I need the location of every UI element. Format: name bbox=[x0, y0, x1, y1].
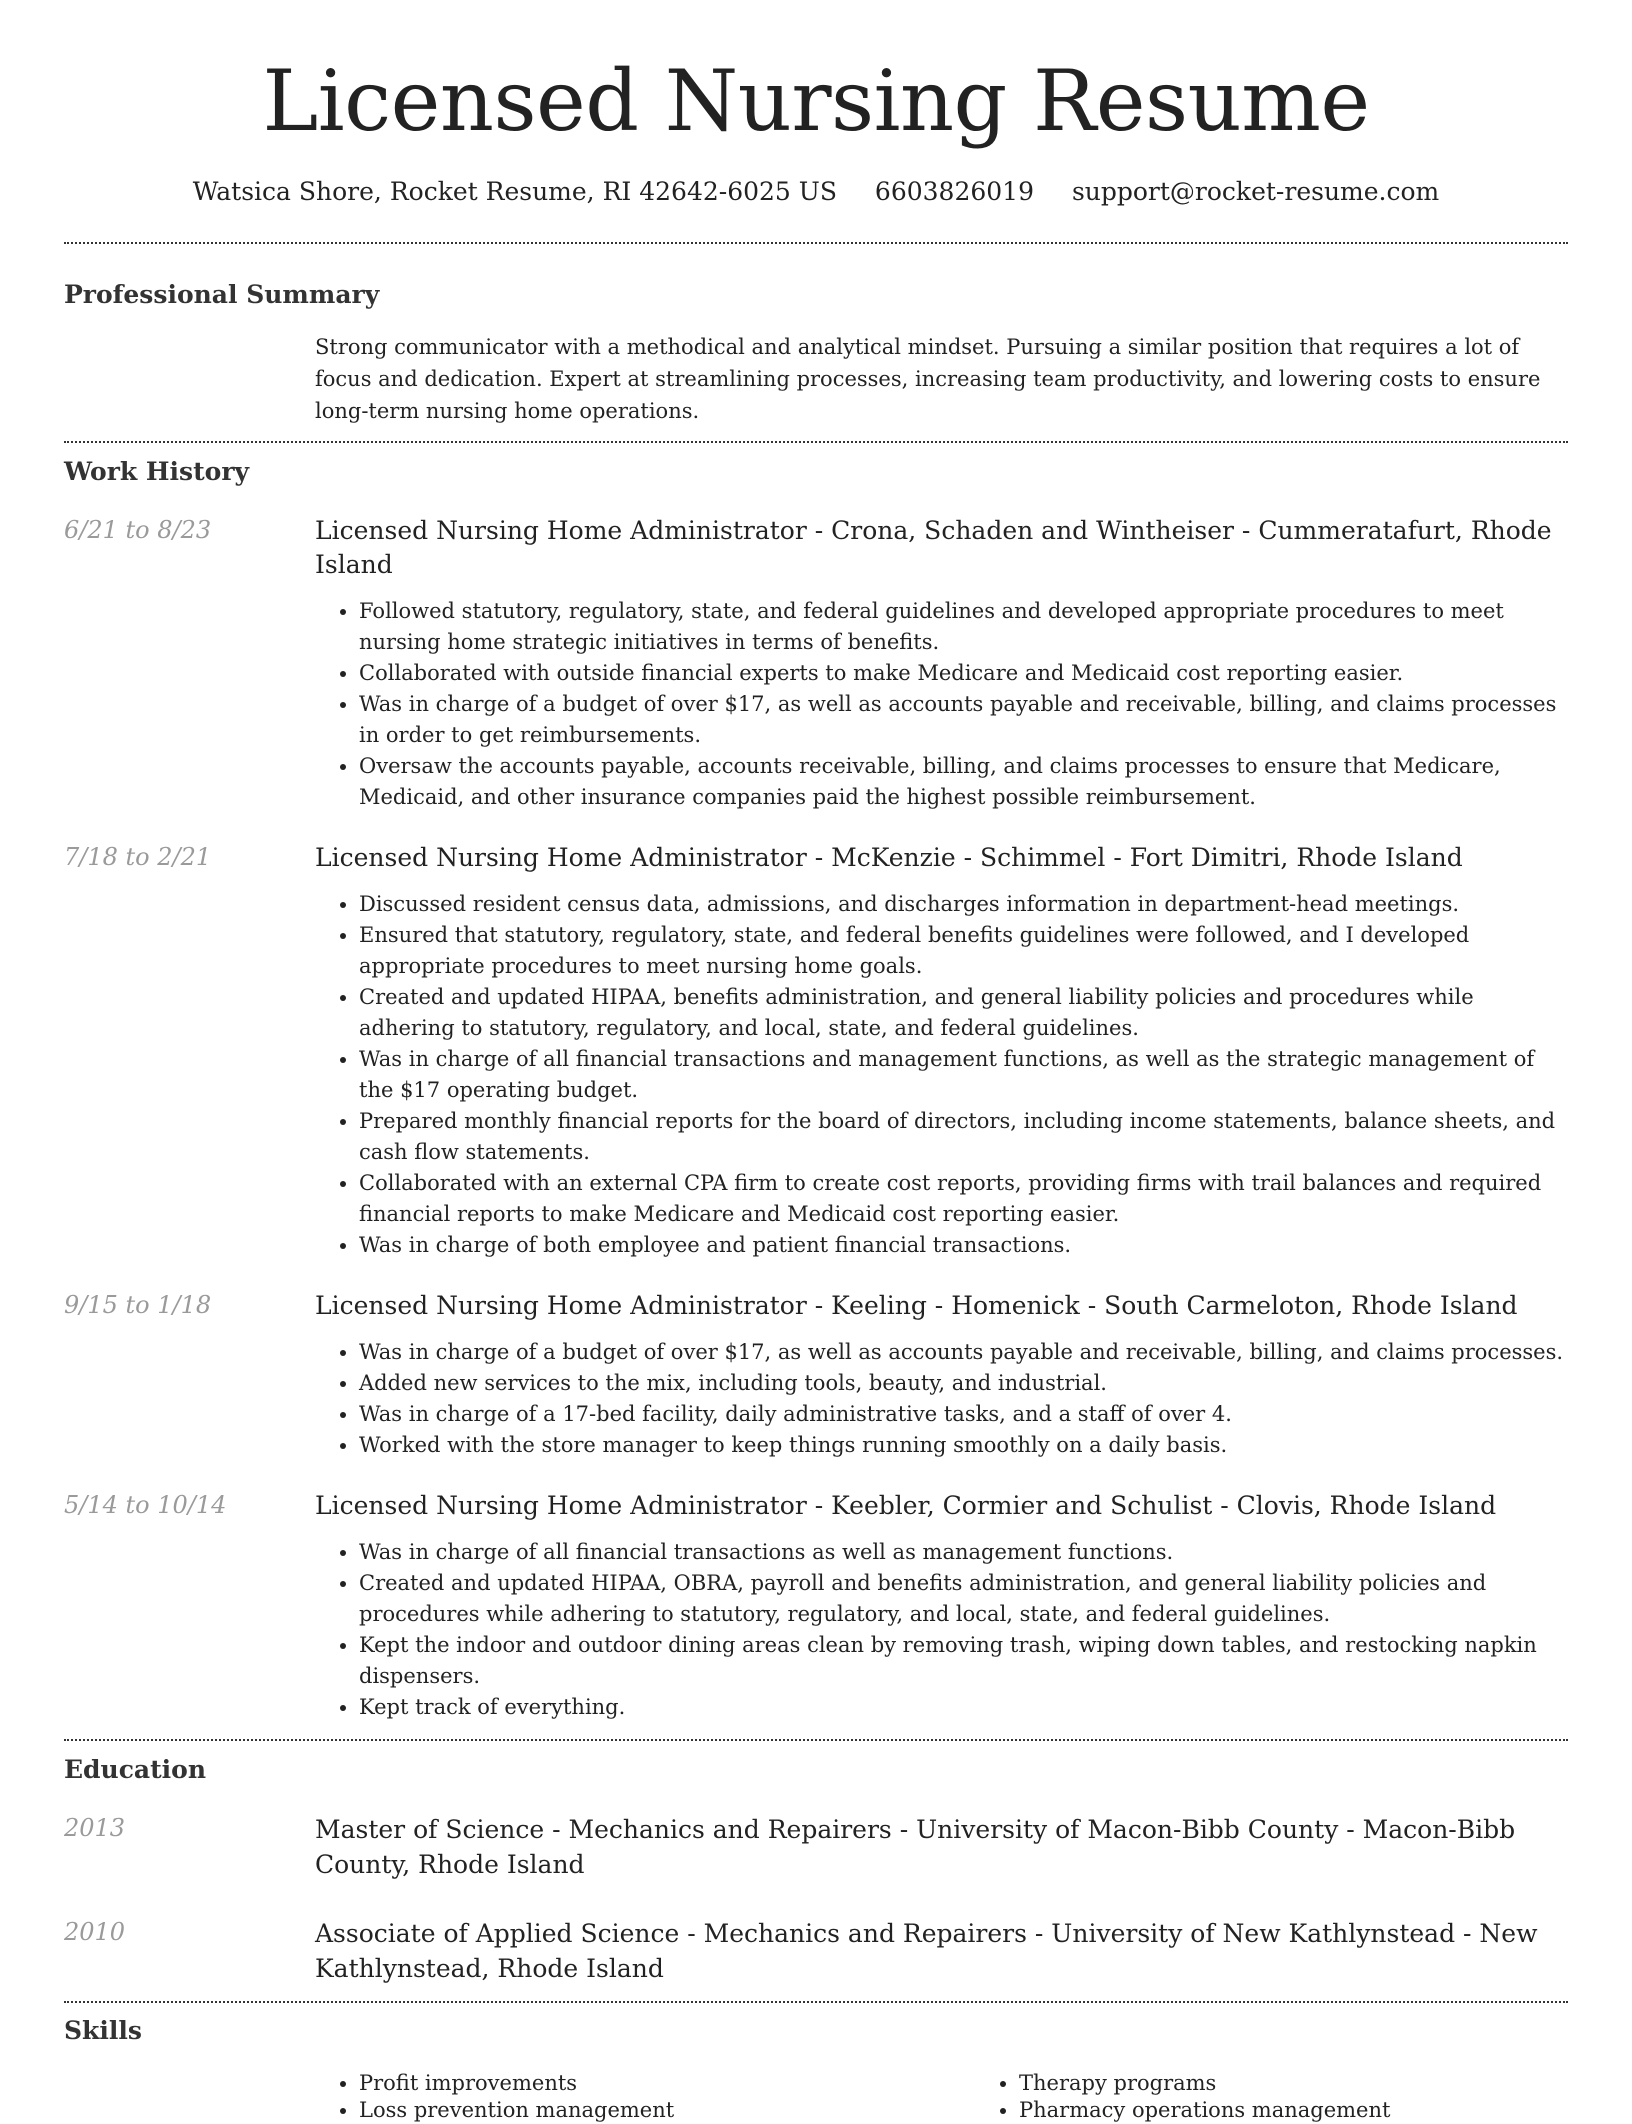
summary-spacer bbox=[64, 331, 315, 427]
job-bullet: • Was in charge of both employee and patient financial transactions. bbox=[359, 1230, 1568, 1261]
job-title: Licensed Nursing Home Administrator bbox=[315, 843, 807, 872]
summary-heading: Professional Summary bbox=[64, 280, 380, 309]
work-history-heading: Work History bbox=[64, 457, 250, 486]
education-entry bbox=[64, 1916, 1568, 1986]
job-bullet: • Worked with the store manager to keep things running smoothly on a daily basis. bbox=[359, 1430, 1568, 1461]
job-company: McKenzie - Schimmel - Fort Dimitri, Rhode Island bbox=[831, 843, 1463, 872]
education-heading-line: Associate of Applied Science - Mechanics and Repairers - University of New Kathlynstead - New Kathlynstead, Rhode Island bbox=[315, 1919, 1538, 1983]
contact-phone: 6603826019 bbox=[874, 177, 1034, 206]
skills-list-right bbox=[975, 2070, 1559, 2124]
skill-item: • Profit improvements bbox=[359, 2070, 929, 2097]
job-title: Licensed Nursing Home Administrator bbox=[315, 516, 807, 545]
resume-title: Licensed Nursing Resume bbox=[262, 52, 1370, 150]
job-bullet: • Collaborated with outside financial experts to make Medicare and Medicaid cost reporting easier. bbox=[359, 658, 1568, 689]
skill-item: • Pharmacy operations management bbox=[1019, 2097, 1559, 2124]
job-heading: Licensed Nursing Home Administrator - Keebler, Cormier and Schulist - Clovis, Rhode Island bbox=[315, 1491, 1497, 1520]
contact-info bbox=[64, 176, 1568, 208]
job-bullets bbox=[315, 1537, 1568, 1723]
job-dates: 6/21 to 8/23 bbox=[64, 516, 212, 544]
job-bullet: • Was in charge of a budget of over $17, as well as accounts payable and receivable, billing, and claims processes in order to get reimbursements. bbox=[359, 689, 1568, 751]
skill-item: • Loss prevention management bbox=[359, 2097, 929, 2124]
education-school: University of New Kathlynstead - New Kathlynstead, Rhode Island bbox=[315, 1919, 1538, 1983]
job-bullets bbox=[315, 596, 1568, 813]
job-bullet: • Collaborated with an external CPA firm to create cost reports, providing firms with trail balances and required financial reports to make Medicare and Medicaid cost reporting easier. bbox=[359, 1168, 1568, 1230]
skills-row bbox=[64, 2070, 1568, 2124]
job-dates: 5/14 to 10/14 bbox=[64, 1491, 227, 1519]
education-year: 2013 bbox=[64, 1814, 126, 1842]
skills-columns bbox=[315, 2070, 1568, 2124]
education-degree: Master of Science - Mechanics and Repairers bbox=[315, 1815, 892, 1844]
skill-item: • Therapy programs bbox=[1019, 2070, 1559, 2097]
job-title: Licensed Nursing Home Administrator bbox=[315, 1291, 807, 1320]
education-entry bbox=[64, 1812, 1568, 1882]
job-bullet: • Created and updated HIPAA, benefits administration, and general liability policies and procedures while adhering to statutory, regulatory, and local, state, and federal guidelines. bbox=[359, 982, 1568, 1044]
job-bullets bbox=[315, 889, 1568, 1261]
job-bullet: • Was in charge of a budget of over $17, as well as accounts payable and receivable, billing, and claims processes. bbox=[359, 1337, 1568, 1368]
job-entry bbox=[64, 1289, 1568, 1461]
job-entry bbox=[64, 1489, 1568, 1723]
job-company: Keebler, Cormier and Schulist - Clovis, Rhode Island bbox=[831, 1491, 1497, 1520]
job-bullet: • Was in charge of all financial transactions and management functions, as well as the strategic management of the $17 operating budget. bbox=[359, 1044, 1568, 1106]
skills-heading: Skills bbox=[64, 2016, 142, 2045]
job-heading: Licensed Nursing Home Administrator - Crona, Schaden and Wintheiser - Cummeratafurt, Rhode Island bbox=[315, 516, 1552, 579]
job-entry bbox=[64, 841, 1568, 1261]
job-bullet: • Created and updated HIPAA, OBRA, payroll and benefits administration, and general liability policies and procedures while adhering to statutory, regulatory, and local, state, and federal guidelines. bbox=[359, 1568, 1568, 1630]
education-school: University of Macon-Bibb County - Macon-Bibb County, Rhode Island bbox=[315, 1815, 1516, 1879]
job-bullet: • Ensured that statutory, regulatory, state, and federal benefits guidelines were followed, and I developed appropriate procedures to meet nursing home goals. bbox=[359, 920, 1568, 982]
job-dates: 9/15 to 1/18 bbox=[64, 1291, 212, 1319]
job-bullet: • Was in charge of all financial transactions as well as management functions. bbox=[359, 1537, 1568, 1568]
job-heading: Licensed Nursing Home Administrator - Keeling - Homenick - South Carmeloton, Rhode Island bbox=[315, 1291, 1518, 1320]
job-bullet: • Prepared monthly financial reports for the board of directors, including income statements, balance sheets, and cash flow statements. bbox=[359, 1106, 1568, 1168]
job-title: Licensed Nursing Home Administrator bbox=[315, 1491, 807, 1520]
skills-list-left bbox=[315, 2070, 929, 2124]
contact-address: Watsica Shore, Rocket Resume, RI 42642-6025 US bbox=[192, 177, 837, 206]
job-dates: 7/18 to 2/21 bbox=[64, 843, 212, 871]
job-bullet: • Added new services to the mix, including tools, beauty, and industrial. bbox=[359, 1368, 1568, 1399]
job-bullet: • Kept track of everything. bbox=[359, 1692, 1568, 1723]
education-heading-line: Master of Science - Mechanics and Repairers - University of Macon-Bibb County - Macon-Bibb County, Rhode Island bbox=[315, 1815, 1516, 1879]
job-bullet: • Was in charge of a 17-bed facility, daily administrative tasks, and a staff of over 4. bbox=[359, 1399, 1568, 1430]
job-bullet: • Oversaw the accounts payable, accounts receivable, billing, and claims processes to ensure that Medicare, Medicaid, and other insurance companies paid the highest possible reimbursement. bbox=[359, 751, 1568, 813]
education-degree: Associate of Applied Science - Mechanics and Repairers bbox=[315, 1919, 1027, 1948]
education-heading: Education bbox=[64, 1755, 207, 1784]
section-divider bbox=[64, 441, 1568, 443]
job-company: Crona, Schaden and Wintheiser - Cummeratafurt, Rhode Island bbox=[315, 516, 1552, 579]
skills-spacer bbox=[64, 2070, 315, 2124]
summary-text: Strong communicator with a methodical and analytical mindset. Pursuing a similar position that requires a lot of focus and dedication. Expert at streamlining processes, increasing team productivity, and lowering costs to ensure long-term nursing home operations. bbox=[315, 335, 1541, 423]
job-bullet: • Followed statutory, regulatory, state, and federal guidelines and developed appropriate procedures to meet nursing home strategic initiatives in terms of benefits. bbox=[359, 596, 1568, 658]
section-divider bbox=[64, 2001, 1568, 2003]
job-bullet: • Kept the indoor and outdoor dining areas clean by removing trash, wiping down tables, and restocking napkin dispensers. bbox=[359, 1630, 1568, 1692]
job-bullets bbox=[315, 1337, 1568, 1461]
section-divider bbox=[64, 1739, 1568, 1741]
contact-email: support@rocket-resume.com bbox=[1071, 177, 1440, 206]
job-bullet: • Discussed resident census data, admissions, and discharges information in department-head meetings. bbox=[359, 889, 1568, 920]
summary-row bbox=[64, 331, 1568, 427]
job-heading: Licensed Nursing Home Administrator - McKenzie - Schimmel - Fort Dimitri, Rhode Island bbox=[315, 843, 1463, 872]
section-divider bbox=[64, 242, 1568, 244]
job-company: Keeling - Homenick - South Carmeloton, Rhode Island bbox=[831, 1291, 1518, 1320]
job-entry bbox=[64, 514, 1568, 813]
education-year: 2010 bbox=[64, 1918, 126, 1946]
